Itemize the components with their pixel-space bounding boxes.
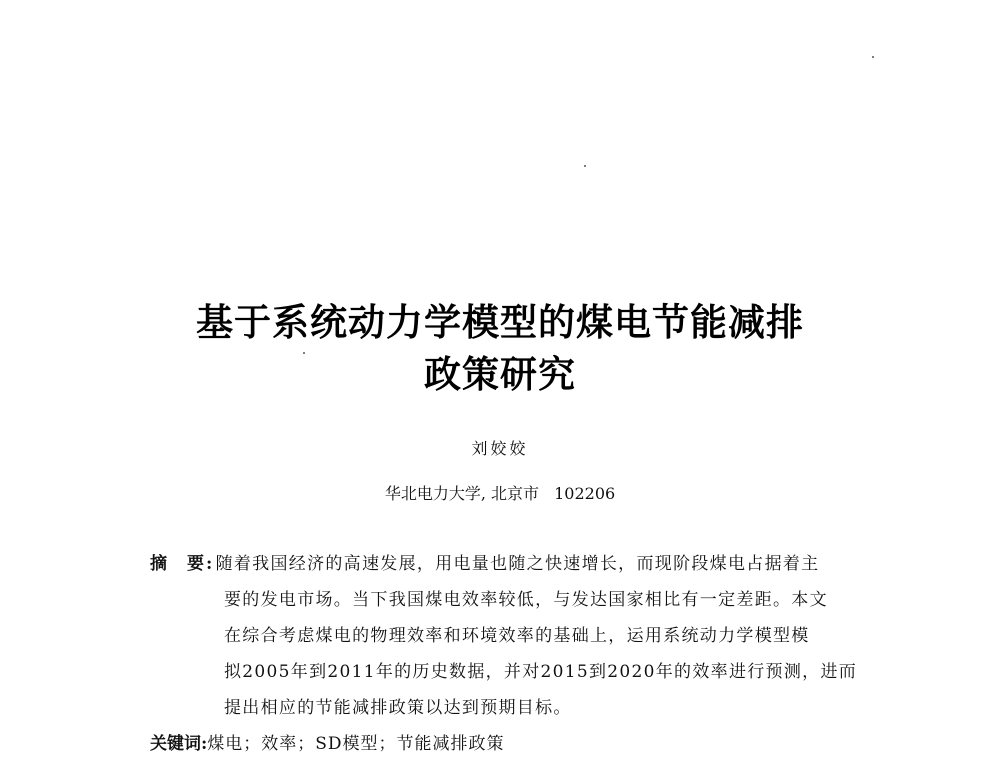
- author-affiliation: [0, 481, 1000, 504]
- keywords-colon: :: [201, 734, 208, 754]
- keywords-section: [150, 726, 505, 762]
- abstract-line-5: 提出相应的节能减排政策以达到预期目标。: [224, 698, 572, 718]
- affiliation-institution: 华北电力大学, 北京市: [384, 484, 539, 503]
- abstract-line-4: 拟2005年到2011年的历史数据，并对2015到2020年的效率进行预测，进而: [224, 662, 858, 682]
- keywords-text: 煤电；效率；SD模型；节能减排政策: [207, 734, 505, 754]
- author-name: 刘姣姣: [471, 439, 529, 458]
- scan-speck: [872, 56, 874, 58]
- paper-title: [0, 296, 1000, 400]
- abstract-label: [150, 546, 204, 582]
- affiliation-postal-code: 102206: [554, 484, 616, 503]
- scan-speck: [584, 165, 586, 167]
- abstract-label-char-1: 摘: [150, 554, 167, 574]
- abstract-body: [215, 546, 858, 726]
- abstract-line-2: 要的发电市场。当下我国煤电效率较低，与发达国家相比有一定差距。本文: [224, 590, 828, 610]
- abstract-line-1: : 随着我国经济的高速发展，用电量也随之快速增长，而现阶段煤电占据着主: [206, 546, 852, 582]
- keywords-label: 关键词: [150, 734, 201, 754]
- abstract-label-char-2: 要: [187, 554, 204, 574]
- title-line-1: 基于系统动力学模型的煤电节能减排: [196, 300, 804, 344]
- abstract-line-3: 在综合考虑煤电的物理效率和环境效率的基础上，运用系统动力学模型模: [224, 626, 810, 646]
- title-line-2: 政策研究: [424, 352, 576, 396]
